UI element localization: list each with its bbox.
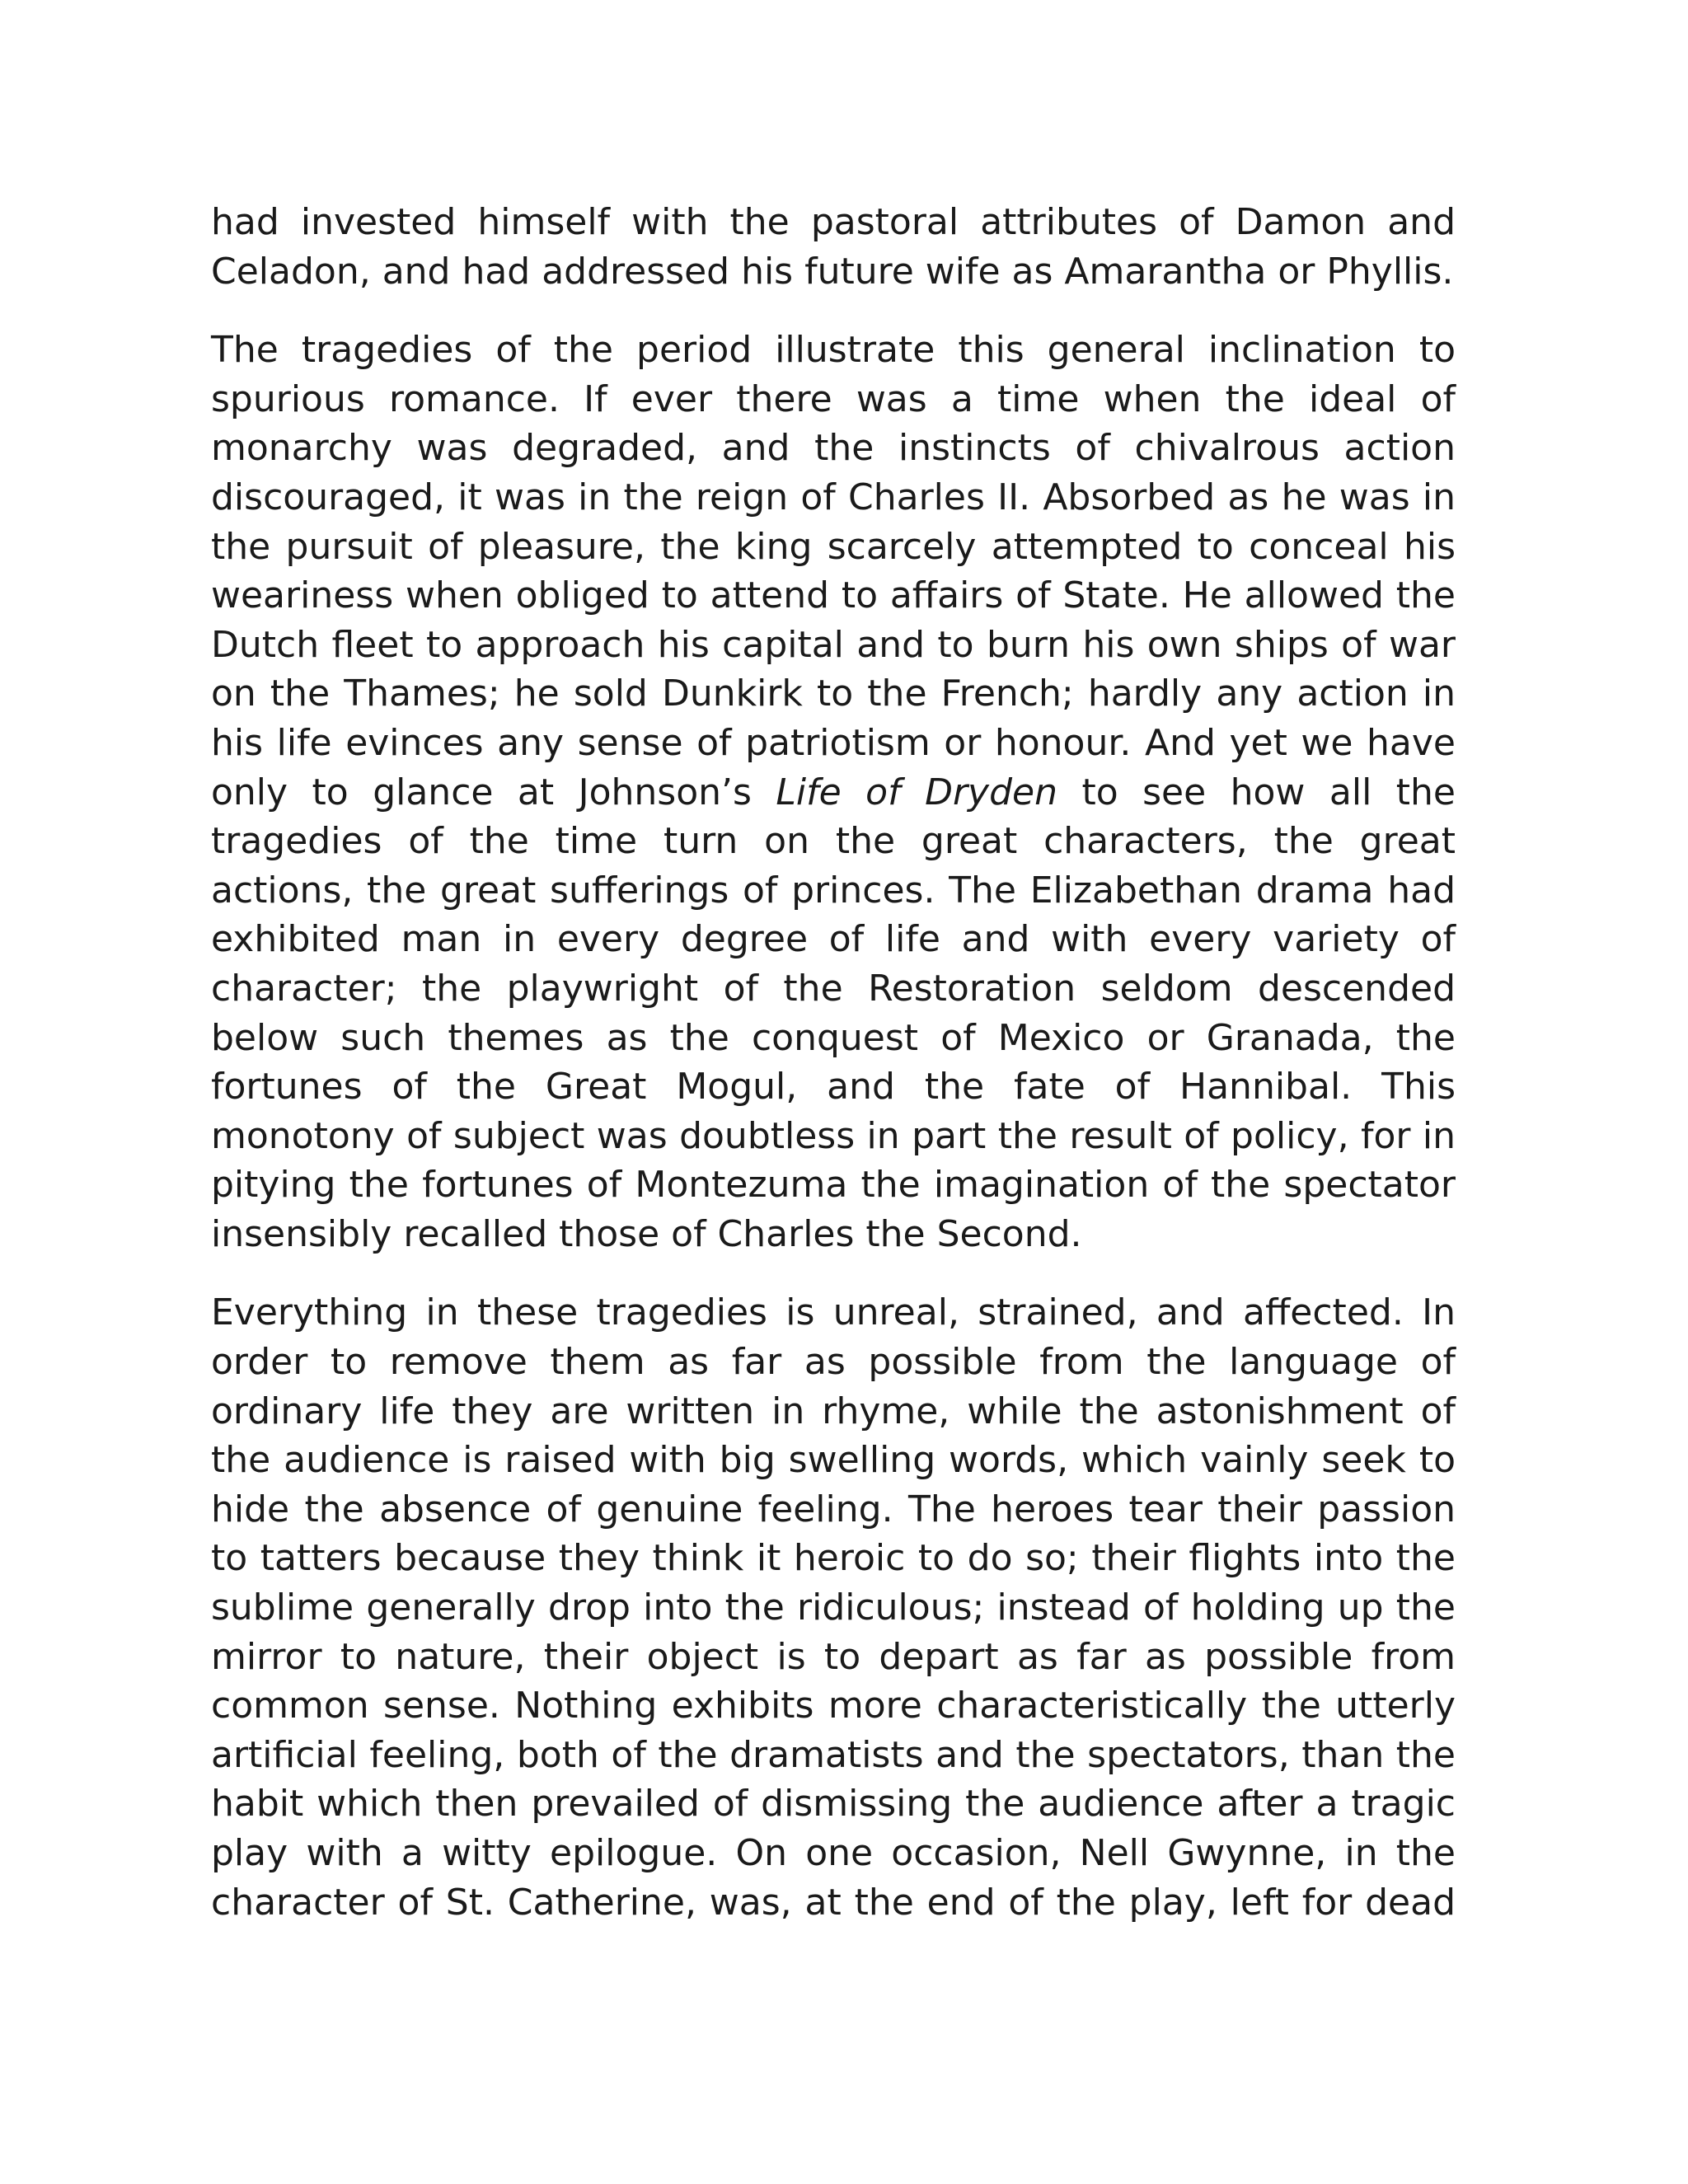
paragraph-2-text-after: to see how all the tragedies of the time turn on the great characters, the great actions, the great sufferings of princes. The Elizabethan drama had exhibited man in every degree of life and with every variety of character; the playwright of the Restoration seldom descended below such themes as the conquest of Mexico or Granada, the fortunes of the Great Mogul, and the fate of Hannibal. This monotony of subject was doubtless in part the result of policy, for in pitying the fortunes of Montezuma the imagination of the spectator insensibly recalled those of Charles the Second. [211, 771, 1456, 1255]
paragraph-2-text-before: The tragedies of the period illustrate this general inclination to spurious romance. If ever there was a time when the ideal of monarchy was degraded, and the instincts of chivalrous action discouraged, it was in the reign of Charles II. Absorbed as he was in the pursuit of pleasure, the king scarcely attempted to conceal his weariness when obliged to attend to affairs of State. He allowed the Dutch fleet to approach his capital and to burn his own ships of war on the Thames; he sold Dunkirk to the French; hardly any action in his life evinces any sense of patriotism or honour. And yet we have only to glance at Johnson’s [211, 329, 1456, 813]
paragraph-2 [211, 326, 1456, 1258]
paragraph-1: had invested himself with the pastoral attributes of Damon and Celadon, and had addressed his future wife as Amarantha or Phyllis. [211, 201, 1456, 293]
paragraph-3: Everything in these tragedies is unreal, strained, and affected. In order to remove them as far as possible from the language of ordinary life they are written in rhyme, while the astonishment of the audience is raised with big swelling words, which vainly seek to hide the absence of genuine feeling. The heroes tear their passion to tatters because they think it heroic to do so; their flights into the sublime generally drop into the ridiculous; instead of holding up the mirror to nature, their object is to depart as far as possible from common sense. Nothing exhibits more characteristically the utterly artificial feeling, both of the dramatists and the spectators, than the habit which then prevailed of dismissing the audience after a tragic play with a witty epilogue. On one occasion, Nell Gwynne, in the character of St. Catherine, was, at the end of the play, left for dead [211, 1291, 1456, 1924]
document-page [211, 198, 1456, 1957]
book-title-italic: Life of Dryden [776, 771, 1057, 813]
